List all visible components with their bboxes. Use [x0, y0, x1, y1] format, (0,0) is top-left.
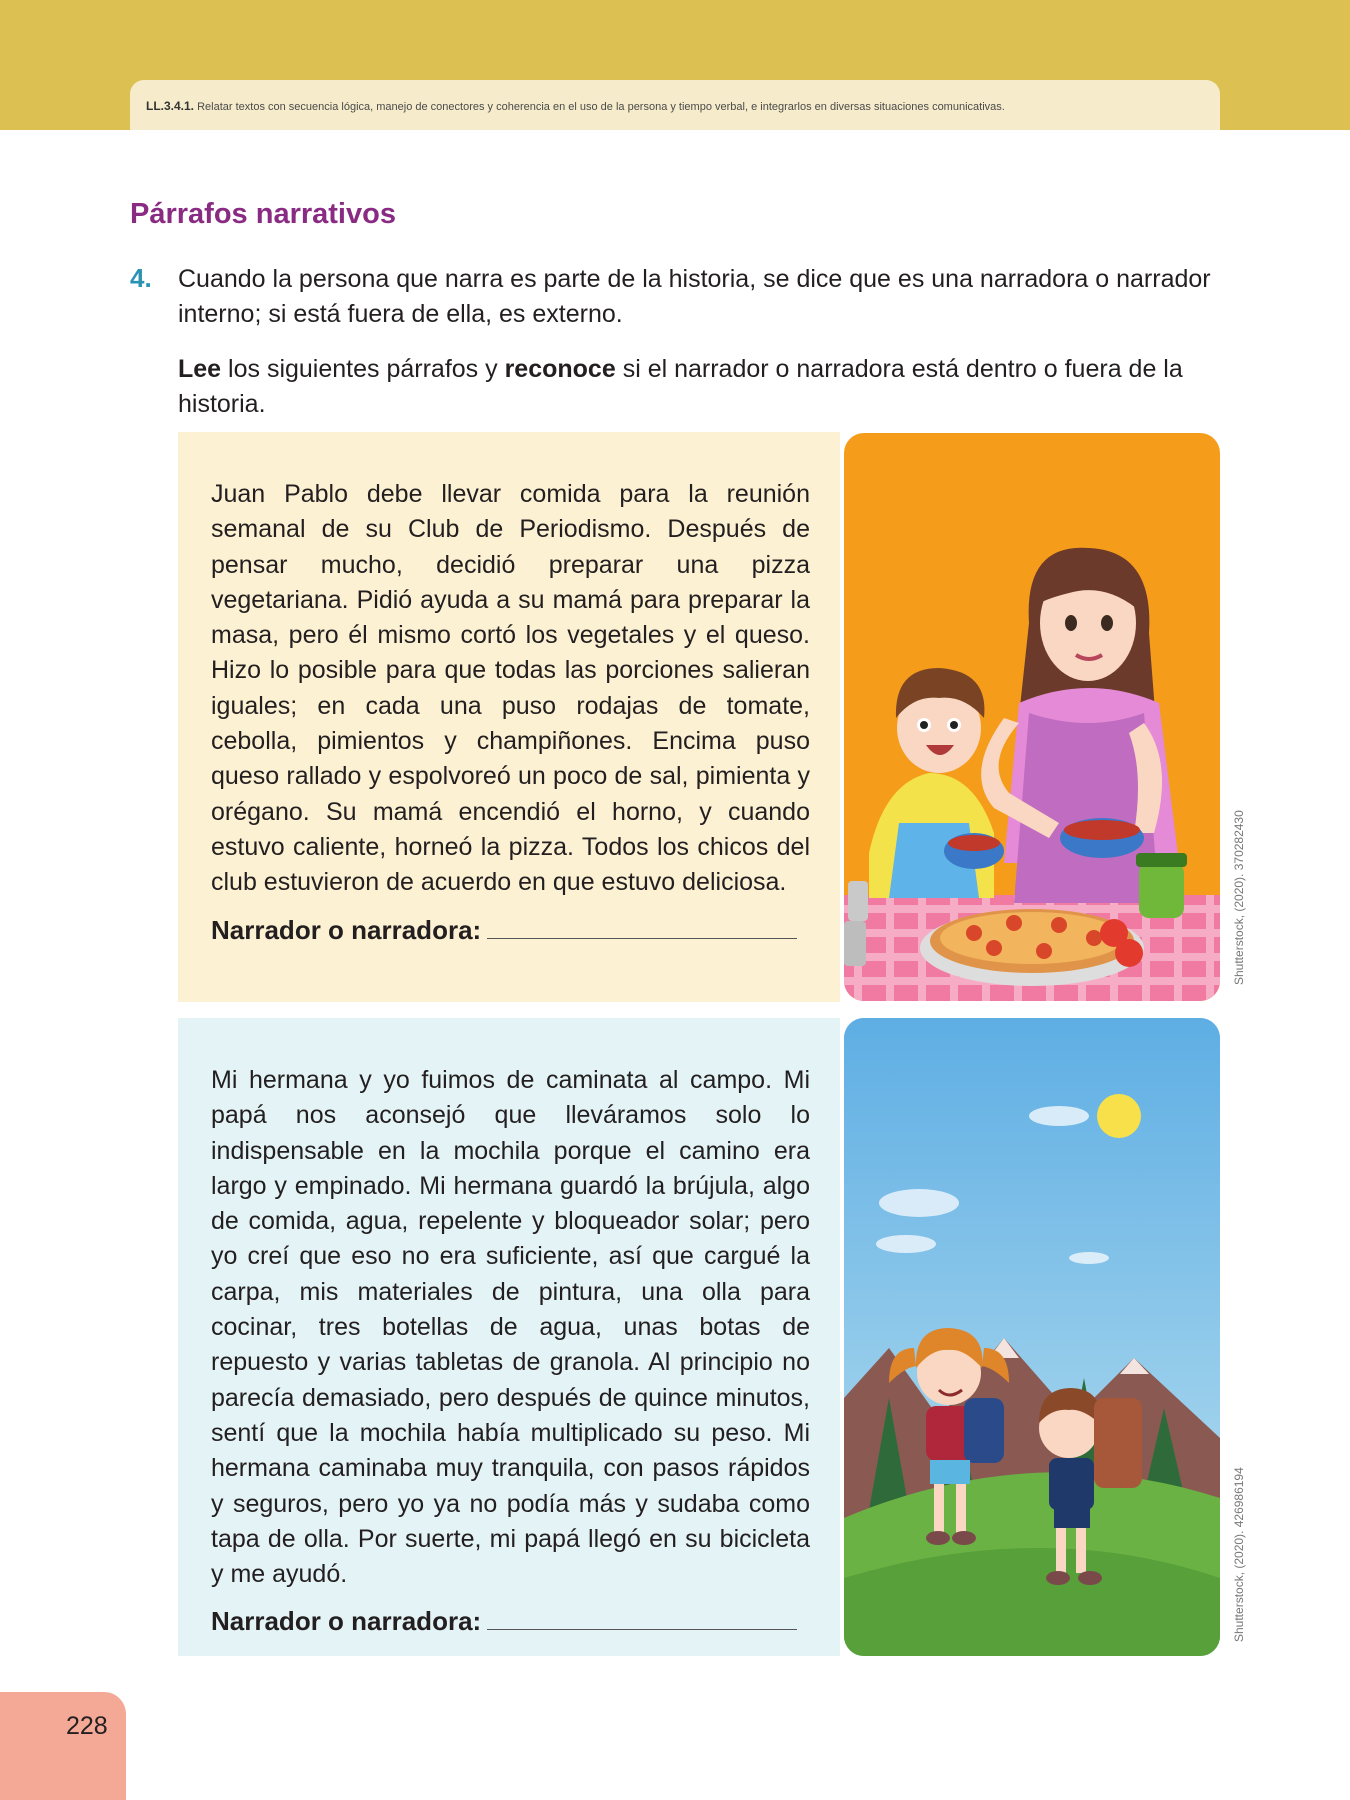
activity-number: 4.: [130, 263, 152, 293]
activity-instruction: [178, 352, 1223, 422]
image-credit: Shutterstock, (2020). 370282430: [1232, 810, 1246, 985]
illustration-cooking-pizza: [844, 433, 1220, 1001]
story-card-hiking: [178, 1018, 840, 1656]
instruction-keyword-lee: Lee: [178, 355, 222, 383]
cooking-scene-icon: [844, 433, 1220, 1001]
image-credit: Shutterstock, (2020). 426986194: [1232, 1467, 1246, 1642]
story-card-pizza: [178, 432, 840, 1002]
instruction-keyword-reconoce: reconoce: [504, 355, 616, 383]
illustration-hiking: [844, 1018, 1220, 1656]
instruction-text-1: los siguientes párrafos y: [221, 355, 505, 383]
section-title: Párrafos narrativos: [130, 198, 396, 230]
story-text: Mi hermana y yo fuimos de caminata al campo. Mi papá nos aconsejó que lleváramos solo lo indispensable en la mochila porque el camino era largo y empinado. Mi hermana guardó la brújula, algo de comida, agua, repelente y bloqueador solar; pero yo creí que eso no era suficiente, así que cargué la carpa, mis materiales de pintura, una olla para cocinar, tres botellas de agua, unas botas de repuesto y varias tabletas de granola. Al principio no parecía demasiado, pero después de quince minutos, sentí que la mochila había multiplicado su peso. Mi hermana caminaba muy tranquila, con pasos rápidos y seguros, pero yo ya no podía más y sudaba como tapa de olla. Por suerte, mi papá llegó en su bicicleta y me ayudó.: [211, 1066, 810, 1589]
answer-row: [211, 914, 810, 946]
page-number-tab: [0, 1692, 126, 1800]
answer-blank-line[interactable]: [487, 1605, 797, 1630]
activity-intro: Cuando la persona que narra es parte de la historia, se dice que es una narradora o narrador interno; si está fuera de ella, es externo.: [178, 265, 1211, 328]
answer-blank-line[interactable]: [487, 914, 797, 939]
answer-row: [211, 1605, 810, 1637]
answer-label: Narrador o narradora:: [211, 914, 482, 945]
hiking-scene-icon: [844, 1018, 1220, 1656]
skill-description: Relatar textos con secuencia lógica, manejo de conectores y coherencia en el uso de la persona y tiempo verbal, e integrarlos en diversas situaciones comunicativas.: [197, 101, 1005, 113]
story-text: Juan Pablo debe llevar comida para la reunión semanal de su Club de Periodismo. Después de pensar mucho, decidió preparar una pizza vegetariana. Pidió ayuda a su mamá para preparar la masa, pero él mismo cortó los vegetales y el queso. Hizo lo posible para que todas las porciones salieran iguales; en cada una puso rodajas de tomate, cebolla, pimientos y champiñones. Encima puso queso rallado y espolvoreó un poco de sal, pimienta y orégano. Su mamá encendió el horno, y cuando estuvo caliente, horneó la pizza. Todos los chicos del club estuvieron de acuerdo en que estuvo deliciosa.: [211, 480, 810, 897]
skill-standard-bar: [130, 80, 1220, 130]
instruction-text-2: si el narrador o narradora está dentro o fuera de la historia.: [178, 355, 1183, 418]
answer-label: Narrador o narradora:: [211, 1606, 482, 1637]
skill-code: LL.3.4.1.: [146, 99, 195, 113]
page-number: 228: [66, 1712, 108, 1740]
